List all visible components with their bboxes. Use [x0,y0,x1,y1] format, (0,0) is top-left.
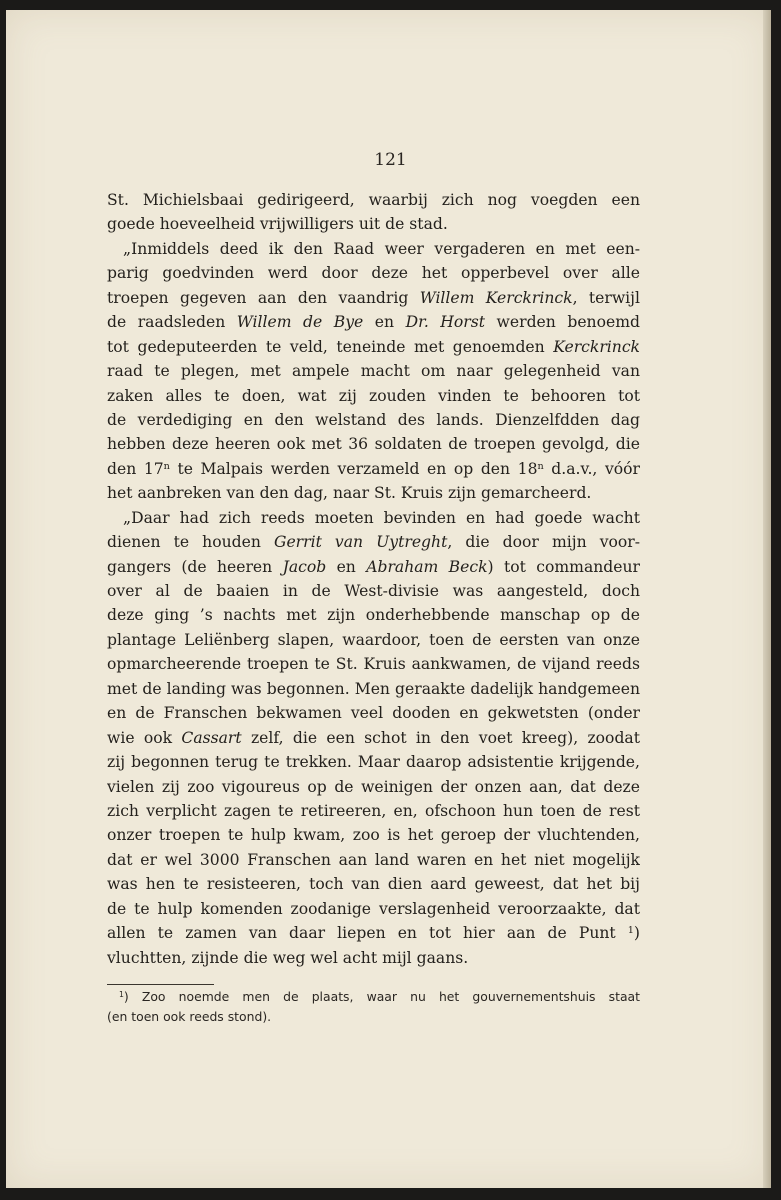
person-name: Willem Kerckrinck [419,288,573,307]
footnote-divider [107,984,214,985]
text-line: dat er wel 3000 Franschen aan land waren en het niet mogelijk [107,850,640,869]
text-line: St. Michielsbaai gedirigeerd, waarbij zich nog voegden een [107,191,640,209]
person-name: Gerrit van Uytreght [273,533,448,552]
text-line: tot gedeputeerden te veld, teneinde met genoemden Kerckrinck [107,337,640,356]
text-line: zich verplicht zagen te retireeren, en, ofschoon hun toen de rest [107,801,640,820]
text-line: den 17$^n$ te Malpais werden verzameld en op den 18$^n$ d.a.v., vóór [107,459,640,478]
text-line: het aanbreken van den dag, naar St. Kruis zijn gemarcheerd. [107,484,592,503]
person-name: Jacob [282,557,327,576]
footnote-marker: 1 [119,990,124,1000]
text-line: zaken alles te doen, wat zij zouden vinden te behooren tot [107,386,640,405]
text-line: met de landing was begonnen. Men geraakte dadelijk handgemeen [107,679,640,698]
text-line: parig goedvinden werd door deze het opperbevel over alle [107,264,640,283]
person-name: Willem de Bye [236,313,364,332]
person-name: Cassart [181,728,242,747]
text-line: de raadsleden Willem de Bye en Dr. Horst werden benoemd [107,313,640,332]
footnote-line: (en toen ook reeds stond). [107,1009,272,1024]
person-name: Kerckrinck [553,337,640,356]
text-line: plantage Leliënberg slapen, waardoor, toen de eersten van onze [107,630,640,649]
person-name: Abraham Beck [366,557,488,576]
text-line: was hen te resisteeren, toch van dien aard geweest, dat het bij [107,875,640,894]
footnote-reference: 1 [627,925,634,937]
text-line: de verdediging en den welstand des lands. Dienzelfdden dag [107,410,640,429]
text-line: raad te plegen, met ampele macht om naar gelegenheid van [107,362,640,381]
page-edge [763,10,771,1188]
footnote-line: $^1$) Zoo noemde men de plaats, waar nu het gouvernementshuis staat [119,989,640,1004]
text-line: troepen gegeven aan den vaandrig Willem Kerckrinck, terwijl [107,288,640,307]
page-number: 121 [374,150,407,170]
text-line: vluchtten, zijnde die weg wel acht mijl gaans. [107,948,469,967]
footnote [107,987,640,1027]
text-line: dienen te houden Gerrit van Uytreght, die door mijn voor- [107,533,640,552]
text-line: opmarcheerende troepen te St. Kruis aankwamen, de vijand reeds [107,655,640,674]
text-line: vielen zij zoo vigoureus op de weinigen der onzen aan, dat deze [107,777,640,796]
text-line: „Inmiddels deed ik den Raad weer vergaderen en met een- [123,239,640,258]
person-name: Dr. Horst [405,313,486,332]
text-line: „Daar had zich reeds moeten bevinden en had goede wacht [123,508,640,527]
text-line: allen te zamen van daar liepen en tot hier aan de Punt $^1$) [107,924,640,943]
text-line: over al de baaien in de West-divisie was aangesteld, doch [107,582,640,600]
text-line: hebben deze heeren ook met 36 soldaten de troepen gevolgd, die [107,435,640,454]
text-line: deze ging ’s nachts met zijn onderhebbende manschap op de [107,606,640,625]
text-line: de te hulp komenden zoodanige verslagenheid veroorzaakte, dat [107,899,640,918]
text-line: en de Franschen bekwamen veel dooden en gekwetsten (onder [107,704,640,723]
body-text [107,188,640,970]
text-line: gangers (de heeren Jacob en Abraham Beck) tot commandeur [107,557,640,576]
text-line: wie ook Cassart zelf, die een schot in den voet kreeg), zoodat [107,728,640,747]
text-line: onzer troepen te hulp kwam, zoo is het geroep der vluchtenden, [107,826,640,845]
text-line: goede hoeveelheid vrijwilligers uit de stad. [107,215,448,234]
text-line: zij begonnen terug te trekken. Maar daarop adsistentie krijgende, [107,753,640,772]
